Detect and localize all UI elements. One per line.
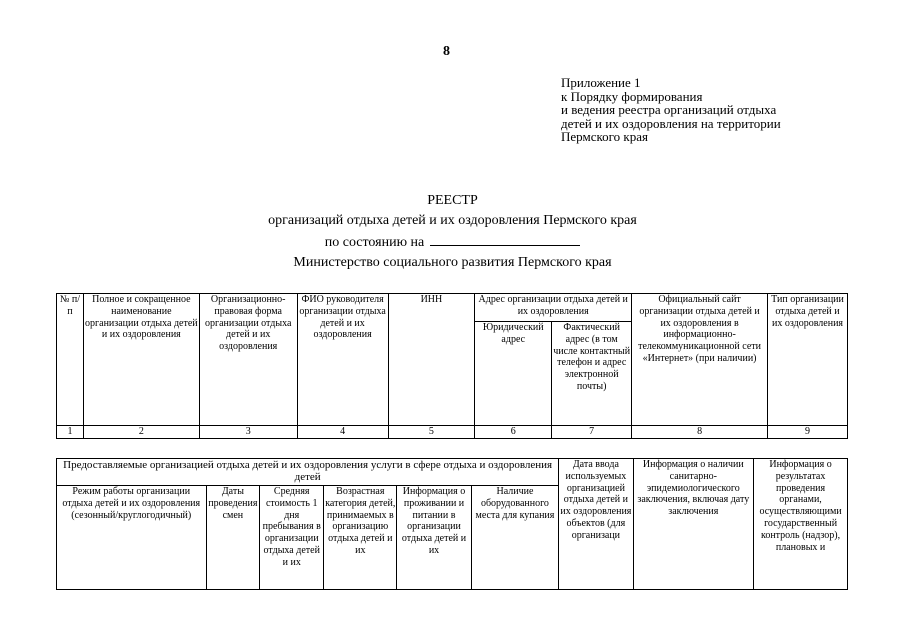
col-header-commission-date: Дата ввода используемых организацией отдыха детей и их оздоровления объектов (для организаци — [559, 459, 633, 590]
col-header-address: Адрес организации отдыха детей и их оздоровления — [475, 294, 632, 322]
column-number: 2 — [83, 426, 199, 439]
col-header-number: № п/п — [57, 294, 84, 426]
col-header-head: ФИО руководителя организации отдыха детей и их оздоровления — [297, 294, 388, 426]
column-number: 3 — [199, 426, 297, 439]
col-header-mode: Режим работы организации отдыха детей и их оздоровления (сезонный/круглогодичный) — [57, 486, 207, 590]
col-header-sanitary: Информация о наличии санитарно-эпидемиологического заключения, включая дату заключения — [633, 459, 754, 590]
col-header-type: Тип организации отдыха детей и их оздоровления — [768, 294, 848, 426]
registry-subtitle: организаций отдыха детей и их оздоровления Пермского края — [268, 213, 637, 228]
appendix-note: Приложение 1 к Порядку формирования и ведения реестра организаций отдыха детей и их оздоровления на территории Пермского края — [561, 75, 781, 144]
column-number: 6 — [475, 426, 552, 439]
column-number: 1 — [57, 426, 84, 439]
col-header-shift-dates: Даты проведения смен — [206, 486, 260, 590]
registry-table-1 — [56, 293, 848, 439]
column-number: 9 — [768, 426, 848, 439]
registry-date-line — [0, 234, 905, 251]
column-number: 4 — [297, 426, 388, 439]
col-header-legal-form: Организационно-правовая форма организации отдыха детей и их оздоровления — [199, 294, 297, 426]
col-header-bathing: Наличие оборудованного места для купания — [471, 486, 559, 590]
page-number: 8 — [443, 44, 450, 59]
column-number: 5 — [388, 426, 475, 439]
registry-title: РЕЕСТР — [427, 193, 478, 208]
column-number: 7 — [552, 426, 632, 439]
col-header-accommodation: Информация о проживании и питании в организации отдыха детей и их — [397, 486, 471, 590]
col-header-services: Предоставляемые организацией отдыха детей и их оздоровления услуги в сфере отдыха и оздоровления детей — [57, 459, 559, 486]
column-number: 8 — [632, 426, 768, 439]
col-header-cost: Средняя стоимость 1 дня пребывания в организации отдыха детей и их — [260, 486, 324, 590]
col-header-name: Полное и сокращенное наименование организации отдыха детей и их оздоровления — [83, 294, 199, 426]
date-blank — [430, 234, 580, 246]
registry-table-2 — [56, 458, 848, 590]
date-label: по состоянию на — [324, 235, 425, 250]
ministry-name: Министерство социального развития Пермского края — [293, 255, 612, 270]
col-header-actual-address: Фактический адрес (в том числе контактный телефон и адрес электронной почты) — [552, 322, 632, 426]
col-header-website: Официальный сайт организации отдыха детей и их оздоровления в информационно-телекоммуникационной сети «Интернет» (при наличии) — [632, 294, 768, 426]
col-header-inspections: Информация о результатах проведения органами, осуществляющими государственный контроль (надзор), плановых и — [754, 459, 848, 590]
col-header-inn: ИНН — [388, 294, 475, 426]
col-header-legal-address: Юридический адрес — [475, 322, 552, 426]
col-header-age: Возрастная категория детей, принимаемых в организацию отдыха детей и их — [324, 486, 397, 590]
